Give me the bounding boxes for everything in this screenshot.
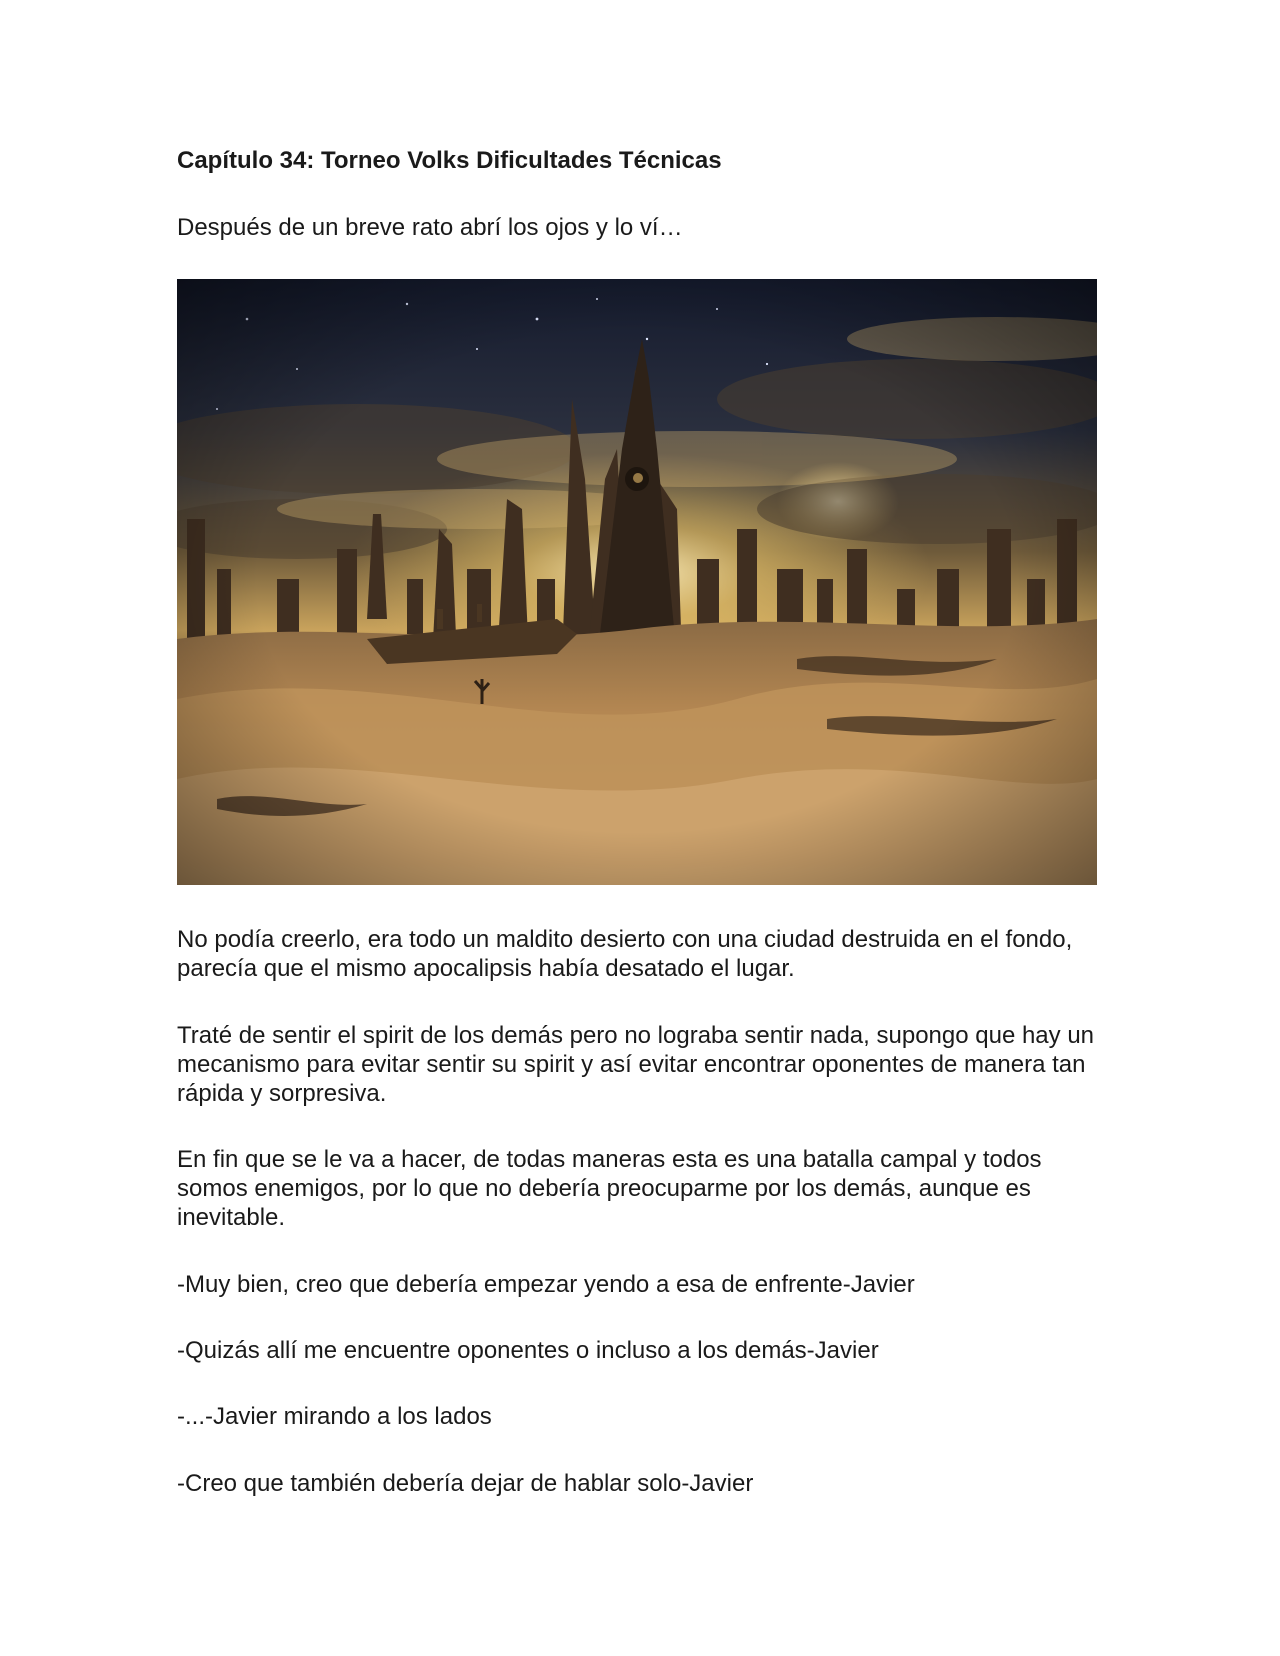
dialogue-line: -...-Javier mirando a los lados [177, 1403, 492, 1430]
paragraph-spirit: Traté de sentir el spirit de los demás pero no lograba sentir nada, supongo que hay un mecanismo para evitar sentir su spirit y así evitar encontrar oponentes de manera tan rápida y sorpresiva. [177, 1022, 1095, 1107]
dialogue-line: -Quizás allí me encuentre oponentes o incluso a los demás-Javier [177, 1337, 879, 1364]
chapter-title: Capítulo 34: Torneo Volks Dificultades Técnicas [177, 147, 722, 174]
paragraph-desert: No podía creerlo, era todo un maldito desierto con una ciudad destruida en el fondo, parecía que el mismo apocalipsis había desatado el lugar. [177, 926, 1073, 982]
dialogue-line: -Muy bien, creo que debería empezar yendo a esa de enfrente-Javier [177, 1271, 915, 1298]
paragraph-battle: En fin que se le va a hacer, de todas maneras esta es una batalla campal y todos somos enemigos, por lo que no debería preocuparme por los demás, aunque es inevitable. [177, 1146, 1042, 1231]
desert-ruined-city-illustration [177, 279, 1097, 885]
intro-line: Después de un breve rato abrí los ojos y lo ví… [177, 214, 683, 241]
dialogue-line: -Creo que también debería dejar de hablar solo-Javier [177, 1470, 754, 1497]
